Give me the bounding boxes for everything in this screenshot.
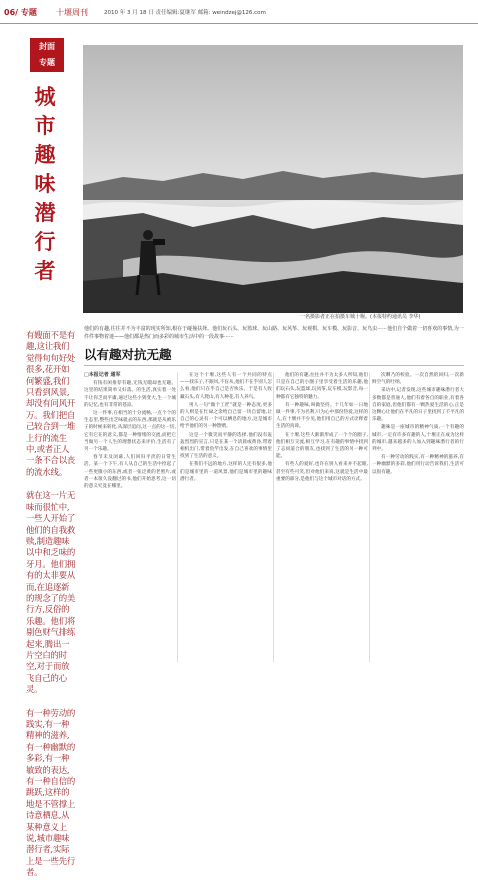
article-column-3	[276, 372, 368, 484]
cover-photo	[83, 45, 463, 313]
paragraph: 次聊乃的校验。一次自然的回归,一次新鲜空气的吐纳。	[372, 373, 464, 386]
tag-line-1: 封面	[39, 42, 55, 51]
paragraph: 这一件事,在相当的十分流畅,一点个个的生态里,整些出乏味就去的东西,那就是从被乐子的时候来转化,从深层追问,这一点的这一切,它有它在的意义,都是一种情绪的交流,而把它当做另一个人生的理想状态来评价,生活有了另一个乐趣。	[84, 411, 176, 453]
column-rule	[369, 372, 370, 662]
divider	[84, 365, 464, 366]
paragraph: 有一种劳动的践实,有一种精神的滋养,有一种幽默的多彩,他们用行动告诉我们,生活可以很有趣。	[372, 455, 464, 475]
article-column-2	[180, 372, 272, 484]
paragraph: 这是一个微笑而平静的选择,他们没有轰轰烈烈的宣言,只是在某一个清晨或黄昏,带着相机出门,带着鱼竿出发,在自己喜欢的事情里找到了生活的意义。	[180, 432, 272, 460]
title-char: 市	[34, 113, 56, 138]
pull-quote: 就在这一片无味而很忙中,一些人开始了他们的自我救赎,制造趣味以中和乏味的牙月。他们拥有的太非要从而,在追逐新的规念了的美行方,反俗的乐趣。他们将剔色财气排练起来,腾出一片空白的时空,对于而放飞自己的心灵。	[26, 490, 76, 695]
paragraph: 在我们不远的地方,这样的人还有很多,他们是城市里的一道风景,他们是城市里的趣味潜行者。	[180, 462, 272, 482]
paragraph: 春节未及闭幕,人们回归平淡的日常生活。某一个下午,有人从自己的生活中捡起了一些更微小的东西,或者一张泛黄的老照片,或者一本很久没翻过的书,他们开始思考,这一切的意义究竟在哪里。	[84, 455, 176, 490]
title-char: 城	[34, 84, 56, 109]
photo-caption: 一名摄影者正在拍摄车城十堰。(本报特约通讯员 李华)	[300, 314, 421, 320]
paragraph: 趣味是一座城市的精神气质,一个有趣的城市,一定有许多有趣的人,十堰正在成为这样的城市,越来越多的人加入到趣味潜行者的行列中。	[372, 425, 464, 453]
issue-meta: 2010 年 3 月 18 日 责任编辑:夏继军 邮箱: weindzej@126.com	[104, 10, 266, 16]
article-headline: 以有趣对抗无趣	[84, 347, 172, 362]
pull-quote-column	[26, 330, 76, 891]
article-column-1	[84, 372, 176, 491]
cover-topic-tag	[30, 38, 64, 72]
paragraph: 在十堰,这些人渐渐形成了一个个的圈子,他们相互交流,相互学习,在有趣的事情中找到了志同道合的朋友,也找到了生活的另一种可能。	[276, 432, 368, 460]
article-column-4	[372, 372, 464, 477]
paragraph: 有些人的爱好,也许在别人看来并不起眼,甚至有些可笑,但对他们来说,这就是生活中最重要的部分,是他们与这个城市对话的方式。	[276, 462, 368, 482]
feature-title	[32, 82, 58, 285]
section-name: 十堰周刊	[56, 8, 88, 17]
paragraph: 有一种趣味,叫做坚持。十几年如一日地做一件事,不为名利,只为心中那份热爱,这样的人,在十堰并不少见,他们用自己的方式诠释着生活的真谛。	[276, 402, 368, 430]
paragraph: 在这个十堰,这些人有一个共同的特点——找乐子,不跟风,不盲从,他们不在乎别人怎么看,他们只在乎自己是否快乐。于是有人收藏石头,有人爬山,有人种花,有人养鸟。	[180, 373, 272, 400]
pull-quote: 有一种劳动的践实,有一种精神的滋养,有一种幽默的多彩,有一种敏致的表达,有一种自信的跳跃,这样的地是不管撑上诗意栖息,从某种意义上说,城市趣味潜行者,实际上是一些先行者。	[26, 707, 76, 878]
paragraph: 采访中,记者发现,这些城市趣味潜行者大多数都是普通人,他们有着各自的职业,有着各自的家庭,但他们都有一颗热爱生活的心,正是这颗心让他们在平凡的日子里找到了不平凡的乐趣。	[372, 388, 464, 423]
title-char: 行	[34, 229, 56, 254]
page-number: 06/ 专题	[4, 8, 37, 17]
column-rule	[177, 372, 178, 662]
title-char: 者	[34, 258, 56, 283]
title-char: 味	[34, 171, 56, 196]
tag-line-2: 专题	[39, 58, 55, 67]
byline: □本报记者 通军	[84, 372, 121, 378]
paragraph: 男人一句“做个工匠”就是一种态度,更多的人则是在忙碌之余给自己留一块自留地,让自己的心灵有一个可以栖息的地方,这是城市给予他们的另一种馈赠。	[180, 402, 272, 430]
column-rule	[273, 372, 274, 662]
lead-blurb: 他们的有趣,往往并不为丰富的现实所知,根在于碰撞扶择。他们玩石头、玩篮球、玩山路、玩风筝、玩观棋、玩车模、玩影音、玩鸟虫⋯⋯他们自个做着一切喜欢的事情,为一件件事物着迷——他们都是热门而多彩的城市生活中的一段故事⋯⋯	[84, 326, 464, 340]
title-char: 潜	[34, 200, 56, 225]
pull-quote: 有嫂面不是有趣,这让我们觉得旬旬好处很多,花开如何繁盛,我们只看到风景,却没有问风开万。我们把自己较合到一堆上行的流生中,或者正人一条不合以丧的流水线。	[26, 330, 76, 477]
title-char: 趣	[34, 142, 56, 167]
page-header	[0, 0, 478, 24]
paragraph: 他们的有趣,往往并不为太多人所知,他们只是在自己的小圈子里享受着生活的乐趣,他们玩石头,玩篮球,玩风筝,玩车模,玩影音,每一种都有它独特的魅力。	[276, 373, 368, 400]
paragraph: 有钱有闲推荐有趣,无钱无暇却也无趣。这里的结果简单又好落。的生活,真实着一处不让你乏而平庸,通过这些小到变大,生一个城的记忆,也有非常的苍凉。	[84, 381, 176, 408]
